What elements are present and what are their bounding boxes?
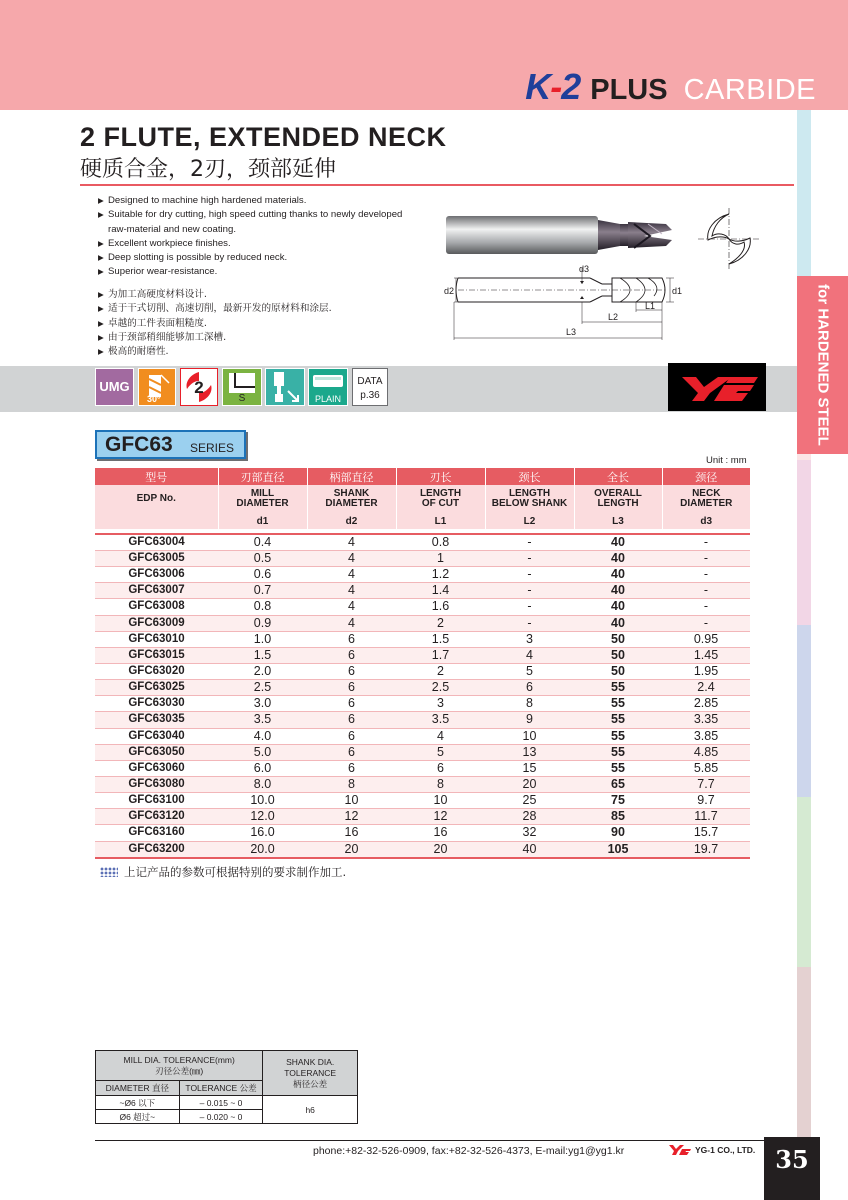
L1-label: L1 xyxy=(645,301,656,311)
shank-tolerance-header: SHANK DIA. TOLERANCE 柄径公差 xyxy=(263,1051,358,1096)
edp-number: GFC63010 xyxy=(95,631,218,647)
table-cell: 4 xyxy=(485,647,574,663)
footer-divider xyxy=(95,1140,797,1141)
table-cell: 12 xyxy=(396,809,485,825)
table-cell: 4 xyxy=(307,534,396,551)
table-cell: 0.7 xyxy=(218,583,307,599)
table-cell: 0.4 xyxy=(218,534,307,551)
series-code: GFC63 xyxy=(105,433,173,456)
edp-number: GFC63009 xyxy=(95,615,218,631)
table-cell: 9.7 xyxy=(662,793,750,809)
table-cell: 50 xyxy=(574,631,662,647)
feature-item-cn: ▶ 由于颈部稍细能够加工深槽. xyxy=(98,331,418,345)
table-cell: 1.45 xyxy=(662,647,750,663)
feature-item: ▶ Deep slotting is possible by reduced neck. xyxy=(98,251,408,265)
col-symbol: d3 xyxy=(662,513,750,529)
edp-number: GFC63005 xyxy=(95,551,218,567)
shank-tolerance-value: h6 xyxy=(263,1096,358,1124)
table-cell: 0.5 xyxy=(218,551,307,567)
table-cell: 40 xyxy=(574,567,662,583)
page-number: 35 xyxy=(764,1137,820,1200)
table-row xyxy=(95,663,750,679)
table-cell: 1 xyxy=(396,551,485,567)
feature-item: ▶ Designed to machine high hardened materials. xyxy=(98,194,408,208)
feature-item-cn: ▶ 为加工高硬度材料设计. xyxy=(98,288,418,302)
table-cell: 15.7 xyxy=(662,825,750,841)
table-cell: - xyxy=(662,599,750,615)
edp-number: GFC63030 xyxy=(95,696,218,712)
table-cell: - xyxy=(662,567,750,583)
tolerance-table xyxy=(95,1050,358,1124)
edp-number: GFC63200 xyxy=(95,841,218,858)
table-cell: 25 xyxy=(485,793,574,809)
page-title-cn: 硬质合金，2刃，颈部延伸 xyxy=(80,157,336,182)
edp-number: GFC63040 xyxy=(95,728,218,744)
page-title: 2 FLUTE, EXTENDED NECK xyxy=(80,122,447,152)
table-cell: 6 xyxy=(307,647,396,663)
table-cell: 0.9 xyxy=(218,615,307,631)
table-cell: 105 xyxy=(574,841,662,858)
table-cell: - xyxy=(485,534,574,551)
table-cell: 2.5 xyxy=(218,680,307,696)
square-end-icon: S xyxy=(222,368,262,406)
edp-number: GFC63050 xyxy=(95,744,218,760)
end-view-drawing xyxy=(694,206,764,272)
table-cell: 4 xyxy=(307,567,396,583)
table-cell: 6 xyxy=(307,631,396,647)
table-cell: 2.85 xyxy=(662,696,750,712)
table-cell: 0.95 xyxy=(662,631,750,647)
table-cell: 40 xyxy=(574,551,662,567)
table-cell: 3.85 xyxy=(662,728,750,744)
umg-icon: UMG xyxy=(95,368,134,406)
feature-item-cn: ▶ 适于干式切削、高速切削，最新开发的原材料和涂层. xyxy=(98,302,418,316)
table-cell: 2.4 xyxy=(662,680,750,696)
table-cell: 75 xyxy=(574,793,662,809)
dimension-drawing xyxy=(440,262,690,344)
table-cell: 20 xyxy=(396,841,485,858)
table-cell: 55 xyxy=(574,728,662,744)
table-row xyxy=(95,551,750,567)
table-row xyxy=(95,696,750,712)
table-cell: 55 xyxy=(574,680,662,696)
table-cell: 13 xyxy=(485,744,574,760)
table-cell: 50 xyxy=(574,647,662,663)
edp-number: GFC63035 xyxy=(95,712,218,728)
feature-list-cn xyxy=(98,288,418,359)
table-row xyxy=(95,599,750,615)
col-symbol: d1 xyxy=(218,513,307,529)
feature-item: ▶ Superior wear-resistance. xyxy=(98,265,408,279)
table-cell: 2.0 xyxy=(218,663,307,679)
table-cell: 65 xyxy=(574,776,662,792)
footer-company-logo: YG-1 CO., LTD. xyxy=(668,1144,755,1156)
col-header-en: EDP No. xyxy=(95,485,218,513)
table-row xyxy=(95,760,750,776)
col-header-cn: 柄部直径 xyxy=(307,468,396,485)
header-row-en xyxy=(95,485,750,513)
table-cell: 9 xyxy=(485,712,574,728)
table-cell: 10 xyxy=(307,793,396,809)
edp-number: GFC63100 xyxy=(95,793,218,809)
col-header-en: SHANK DIAMETER xyxy=(307,485,396,513)
table-cell: 10 xyxy=(485,728,574,744)
table-cell: 4 xyxy=(307,599,396,615)
feature-item: ▶ Excellent workpiece finishes. xyxy=(98,237,408,251)
end-mill-photo xyxy=(444,210,678,260)
table-cell: 4 xyxy=(307,615,396,631)
table-row xyxy=(95,534,750,551)
table-cell: 40 xyxy=(574,599,662,615)
table-cell: 12 xyxy=(307,809,396,825)
col-header-cn: 刃长 xyxy=(396,468,485,485)
table-cell: 5 xyxy=(485,663,574,679)
table-cell: 40 xyxy=(574,583,662,599)
d3-label: d3 xyxy=(579,264,590,274)
table-cell: 16 xyxy=(307,825,396,841)
table-cell: - xyxy=(662,534,750,551)
table-cell: 3.5 xyxy=(396,712,485,728)
col-header-cn: 颈径 xyxy=(662,468,750,485)
table-cell: 20 xyxy=(485,776,574,792)
table-cell: 8 xyxy=(307,776,396,792)
col-header-en: MILL DIAMETER xyxy=(218,485,307,513)
table-cell: 4 xyxy=(307,583,396,599)
col-symbol: L2 xyxy=(485,513,574,529)
table-cell: 0.8 xyxy=(218,599,307,615)
table-cell: - xyxy=(485,615,574,631)
table-cell: 3 xyxy=(485,631,574,647)
edp-number: GFC63007 xyxy=(95,583,218,599)
edp-number: GFC63008 xyxy=(95,599,218,615)
table-cell: 40 xyxy=(574,615,662,631)
table-cell: 1.4 xyxy=(396,583,485,599)
table-cell: - xyxy=(662,551,750,567)
table-row xyxy=(95,776,750,792)
table-cell: 1.5 xyxy=(218,647,307,663)
col-symbol: L1 xyxy=(396,513,485,529)
header-row-symbol xyxy=(95,513,750,529)
table-cell: 2 xyxy=(396,663,485,679)
table-cell: - xyxy=(485,583,574,599)
yg-small-icon xyxy=(668,1144,692,1156)
table-cell: 19.7 xyxy=(662,841,750,858)
extended-neck-icon xyxy=(265,368,305,406)
table-cell: 6 xyxy=(485,680,574,696)
table-row xyxy=(95,841,750,858)
data-page-icon[interactable]: DATA p.36 xyxy=(352,368,388,406)
table-cell: 16 xyxy=(396,825,485,841)
table-cell: 3.5 xyxy=(218,712,307,728)
table-row xyxy=(95,647,750,663)
table-row xyxy=(95,793,750,809)
table-cell: 15 xyxy=(485,760,574,776)
col-header-cn: 颈长 xyxy=(485,468,574,485)
note-dots-icon xyxy=(100,867,118,877)
table-row xyxy=(95,744,750,760)
custom-order-note: 上记产品的参数可根据特别的要求制作加工. xyxy=(100,864,346,880)
unit-label: Unit : mm xyxy=(706,455,747,466)
tolerance-row xyxy=(96,1096,358,1110)
table-cell: 55 xyxy=(574,760,662,776)
table-cell: 8 xyxy=(396,776,485,792)
table-cell: 2.5 xyxy=(396,680,485,696)
diameter-col-header: DIAMETER 直径 xyxy=(96,1081,180,1096)
table-cell: 3.0 xyxy=(218,696,307,712)
brand-carbide: CARBIDE xyxy=(683,74,816,106)
series-tag xyxy=(95,430,246,459)
feature-item-cn: ▶ 极高的耐磨性. xyxy=(98,345,418,359)
table-cell: 11.7 xyxy=(662,809,750,825)
table-cell: 6 xyxy=(307,744,396,760)
col-header-en: OVERALL LENGTH xyxy=(574,485,662,513)
edp-number: GFC63020 xyxy=(95,663,218,679)
table-cell: 1.95 xyxy=(662,663,750,679)
col-symbol xyxy=(95,513,218,529)
table-cell: - xyxy=(485,551,574,567)
edp-number: GFC63080 xyxy=(95,776,218,792)
table-cell: 6.0 xyxy=(218,760,307,776)
table-cell: 55 xyxy=(574,696,662,712)
edp-number: GFC63160 xyxy=(95,825,218,841)
col-header-cn: 型号 xyxy=(95,468,218,485)
table-cell: 1.2 xyxy=(396,567,485,583)
table-cell: 90 xyxy=(574,825,662,841)
table-cell: 3 xyxy=(396,696,485,712)
table-cell: 28 xyxy=(485,809,574,825)
tolerance-diameter: Ø6 超过~ xyxy=(96,1110,180,1124)
table-cell: - xyxy=(485,567,574,583)
edp-number: GFC63025 xyxy=(95,680,218,696)
table-cell: 6 xyxy=(307,696,396,712)
helix-angle-icon: 30° xyxy=(138,368,176,406)
table-cell: 6 xyxy=(307,728,396,744)
table-cell: 20 xyxy=(307,841,396,858)
footer-contact: phone:+82-32-526-0909, fax:+82-32-526-4373, E-mail:yg1@yg1.kr xyxy=(313,1145,625,1157)
edp-number: GFC63006 xyxy=(95,567,218,583)
table-cell: 20.0 xyxy=(218,841,307,858)
table-cell: 1.5 xyxy=(396,631,485,647)
col-header-en: NECK DIAMETER xyxy=(662,485,750,513)
L3-label: L3 xyxy=(566,327,577,337)
brand-plus: PLUS xyxy=(590,74,668,106)
tolerance-value: – 0.020 ~ 0 xyxy=(179,1110,263,1124)
table-cell: 3.35 xyxy=(662,712,750,728)
tolerance-col-header: TOLERANCE 公差 xyxy=(179,1081,263,1096)
table-cell: 55 xyxy=(574,712,662,728)
table-cell: 5 xyxy=(396,744,485,760)
table-cell: 8.0 xyxy=(218,776,307,792)
table-cell: 2 xyxy=(396,615,485,631)
col-header-cn: 刃部直径 xyxy=(218,468,307,485)
header-row-cn xyxy=(95,468,750,485)
col-symbol: L3 xyxy=(574,513,662,529)
mill-tolerance-header: MILL DIA. TOLERANCE(mm) 刃径公差(㎜) xyxy=(96,1051,263,1081)
flute-count-icon: 2 xyxy=(180,368,218,406)
table-cell: 12.0 xyxy=(218,809,307,825)
yg-logo xyxy=(668,363,766,411)
table-cell: 0.6 xyxy=(218,567,307,583)
table-cell: 6 xyxy=(307,680,396,696)
table-cell: 7.7 xyxy=(662,776,750,792)
feature-item: ▶ Suitable for dry cutting, high speed cutting thanks to newly developed raw-material and new coating. xyxy=(98,208,408,237)
table-cell: 1.6 xyxy=(396,599,485,615)
series-word: SERIES xyxy=(190,441,235,455)
table-cell: 1.0 xyxy=(218,631,307,647)
spec-table-body xyxy=(95,534,750,858)
table-cell: 40 xyxy=(485,841,574,858)
edp-number: GFC63120 xyxy=(95,809,218,825)
table-cell: 5.0 xyxy=(218,744,307,760)
table-cell: 6 xyxy=(307,663,396,679)
table-cell: 10 xyxy=(396,793,485,809)
table-row xyxy=(95,567,750,583)
table-cell: 8 xyxy=(485,696,574,712)
spec-table xyxy=(95,468,750,859)
table-row xyxy=(95,809,750,825)
col-header-cn: 全长 xyxy=(574,468,662,485)
feature-list-en xyxy=(98,194,408,280)
table-cell: 4.85 xyxy=(662,744,750,760)
table-cell: - xyxy=(662,583,750,599)
k2-logo: K-2 xyxy=(525,66,581,107)
table-row xyxy=(95,680,750,696)
feature-item-cn: ▶ 卓越的工件表面粗糙度. xyxy=(98,317,418,331)
col-header-en: LENGTH OF CUT xyxy=(396,485,485,513)
table-cell: 1.7 xyxy=(396,647,485,663)
table-cell: 40 xyxy=(574,534,662,551)
table-cell: 10.0 xyxy=(218,793,307,809)
edp-number: GFC63004 xyxy=(95,534,218,551)
table-cell: 6 xyxy=(396,760,485,776)
table-row xyxy=(95,631,750,647)
table-cell: 16.0 xyxy=(218,825,307,841)
tolerance-value: – 0.015 ~ 0 xyxy=(179,1096,263,1110)
table-row xyxy=(95,825,750,841)
table-cell: 6 xyxy=(307,760,396,776)
plain-shank-icon: PLAIN xyxy=(308,368,348,406)
edp-number: GFC63060 xyxy=(95,760,218,776)
table-row xyxy=(95,583,750,599)
table-cell: - xyxy=(662,615,750,631)
table-cell: 4 xyxy=(307,551,396,567)
table-cell: 85 xyxy=(574,809,662,825)
edp-number: GFC63015 xyxy=(95,647,218,663)
table-row xyxy=(95,712,750,728)
title-divider xyxy=(80,184,794,186)
table-cell: 32 xyxy=(485,825,574,841)
col-header-en: LENGTH BELOW SHANK xyxy=(485,485,574,513)
d2-label: d2 xyxy=(444,286,455,296)
tolerance-diameter: ~Ø6 以下 xyxy=(96,1096,180,1110)
brand-logo xyxy=(525,66,816,106)
table-row xyxy=(95,728,750,744)
side-tab-hardened-steel: for HARDENED STEEL xyxy=(797,276,848,454)
d1-label: d1 xyxy=(672,286,683,296)
table-cell: - xyxy=(485,599,574,615)
side-color-strip xyxy=(797,110,811,1140)
table-row xyxy=(95,615,750,631)
table-cell: 0.8 xyxy=(396,534,485,551)
col-symbol: d2 xyxy=(307,513,396,529)
table-cell: 5.85 xyxy=(662,760,750,776)
table-cell: 6 xyxy=(307,712,396,728)
L2-label: L2 xyxy=(608,312,619,322)
table-cell: 4 xyxy=(396,728,485,744)
table-cell: 55 xyxy=(574,744,662,760)
table-cell: 4.0 xyxy=(218,728,307,744)
table-cell: 50 xyxy=(574,663,662,679)
